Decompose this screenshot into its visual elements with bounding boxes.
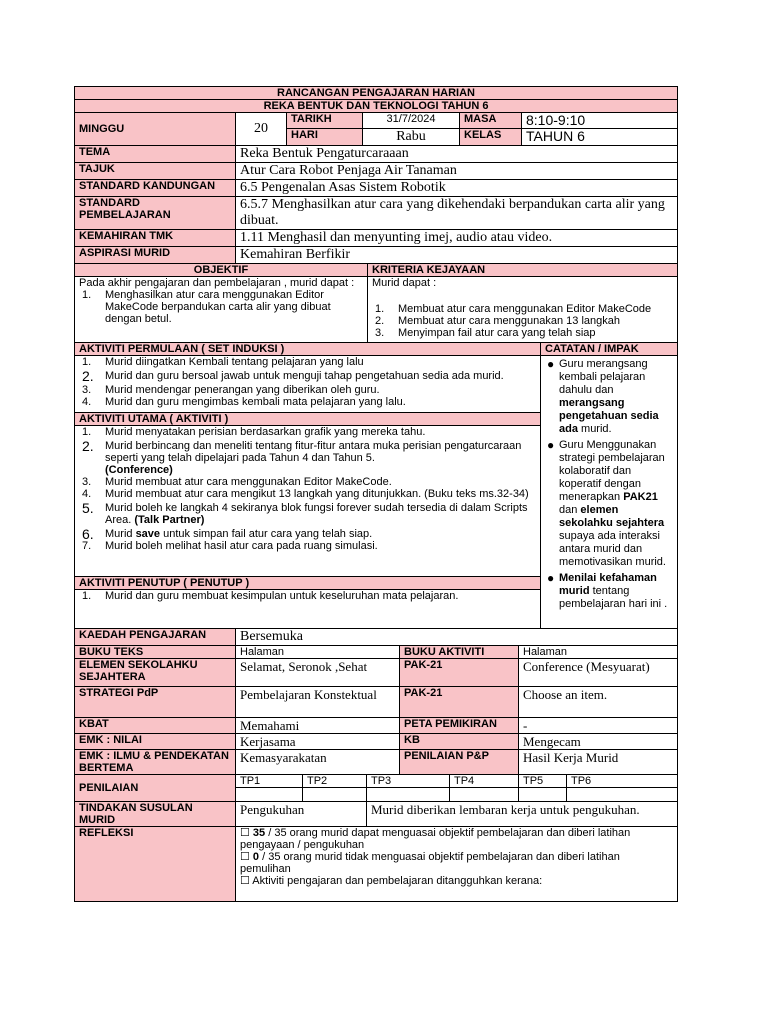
list-item: 1. Murid menyatakan perisian berdasarkan grafik yang mereka tahu. <box>82 426 426 438</box>
emk-ilmu-label: EMK : ILMU & PENDEKATAN BERTEMA <box>75 750 236 775</box>
kriteria-list <box>372 303 673 339</box>
minggu-value: 20 <box>236 113 287 146</box>
penutup-cell <box>75 590 540 628</box>
refleksi-line-2: ☐ 0 / 35 orang murid tidak menguasai objektif pembelajaran dan diberi latihan pemulihan <box>240 851 620 875</box>
tp2-label: TP2 <box>303 775 367 788</box>
catatan-cell <box>541 356 678 629</box>
buku-teks-value: Halaman <box>236 646 400 659</box>
tema-value: Reka Bentuk Pengaturcaraaan <box>236 146 678 163</box>
masa-label: MASA <box>460 113 522 129</box>
peta-value: - <box>519 718 678 734</box>
list-item: 5. Murid boleh ke langkah 4 sekiranya blok fungsi forever sudah tersedia di dalam Scripts Area. (Talk Partner) <box>82 500 528 526</box>
permulaan-list <box>79 356 536 408</box>
penilaian-pp-value: Hasil Kerja Murid <box>519 750 678 775</box>
buku-aktiviti-value: Halaman <box>519 646 678 659</box>
buku-aktiviti-label: BUKU AKTIVITI <box>400 646 519 659</box>
tp4-value[interactable] <box>450 788 519 802</box>
sk-label: STANDARD KANDUNGAN <box>75 180 236 197</box>
emk-nilai-value: Kerjasama <box>236 734 400 750</box>
lesson-plan <box>74 86 677 902</box>
catatan-list <box>545 358 674 611</box>
permulaan-label: AKTIVITI PERMULAAN ( SET INDUKSI ) <box>75 343 541 356</box>
penilaian-label: PENILAIAN <box>75 775 236 802</box>
kriteria-label: KRITERIA KEJAYAAN <box>368 264 678 277</box>
masa-value: 8:10-9:10 <box>522 113 678 129</box>
tp1-label: TP1 <box>236 775 303 788</box>
list-item: 6. Murid save untuk simpan fail atur cara yang telah siap. <box>82 526 373 542</box>
tajuk-label: TAJUK <box>75 163 236 180</box>
bottom-table <box>74 628 678 902</box>
hari-value: Rabu <box>363 129 460 146</box>
list-item: 3. Murid mendengar penerangan yang diberikan oleh guru. <box>82 384 380 396</box>
utama-list <box>79 426 536 552</box>
tp6-value[interactable] <box>567 788 678 802</box>
list-item: ● Menilai kefahaman murid tentang pembelajaran hari ini . <box>547 571 668 610</box>
kb-label: KB <box>400 734 519 750</box>
strategi-value: Pembelajaran Konstektual <box>236 687 400 718</box>
list-item: 3. Murid membuat atur cara menggunakan Editor MakeCode. <box>82 476 392 488</box>
minggu-label: MINGGU <box>75 113 236 146</box>
tp2-value[interactable] <box>303 788 367 802</box>
buku-teks-label: BUKU TEKS <box>75 646 236 659</box>
aspirasi-value: Kemahiran Berfikir <box>236 247 678 264</box>
list-item: ● Guru Menggunakan strategi pembelajaran kolaboratif dan koperatif dengan menerapkan PAK21 dan elemen sekolahku sejahtera supaya ada interaksi antara murid dan memotivasikan murid. <box>547 438 666 568</box>
tmk-value: 1.11 Menghasil dan menyunting imej, audio atau video. <box>236 230 678 247</box>
objektif-cell <box>75 277 368 343</box>
info-table <box>74 145 678 264</box>
refleksi-line-3[interactable]: ☐ Aktiviti pengajaran dan pembelajaran ditangguhkan kerana: <box>240 875 543 887</box>
sp-value: 6.5.7 Menghasilkan atur cara yang dikehendaki berpandukan carta alir yang dibuat. <box>236 197 678 230</box>
list-item: 1. Murid diingatkan Kembali tentang pelajaran yang lalu <box>82 356 364 368</box>
tema-label: TEMA <box>75 146 236 163</box>
kaedah-value: Bersemuka <box>236 629 678 646</box>
tp3-label: TP3 <box>367 775 450 788</box>
catatan-label: CATATAN / IMPAK <box>541 343 678 356</box>
tindakan-label: TINDAKAN SUSULAN MURID <box>75 802 236 827</box>
subject-title: REKA BENTUK DAN TEKNOLOGI TAHUN 6 <box>75 100 678 113</box>
tp1-value[interactable] <box>236 788 303 802</box>
emk-ilmu-value: Kemasyarakatan <box>236 750 400 775</box>
pak21-value-1: Conference (Mesyuarat) <box>519 659 678 687</box>
utama-label: AKTIVITI UTAMA ( AKTIVITI ) <box>75 412 540 426</box>
tp5-value[interactable] <box>519 788 567 802</box>
tp5-label: TP5 <box>519 775 567 788</box>
kriteria-intro: Murid dapat : <box>372 277 437 289</box>
pak21-label-2: PAK-21 <box>400 687 519 718</box>
list-item: 2. Murid berbincang dan meneliti tentang fitur-fitur antara muka perisian pengaturcaraan seperti yang telah dipelajari pada Tahun 4 dan Tahun 5. (Conference) <box>82 438 522 476</box>
list-item: 3. Menyimpan fail atur cara yang telah siap <box>375 327 596 339</box>
pak21-label-1: PAK-21 <box>400 659 519 687</box>
activity-table <box>74 342 678 629</box>
elemen-label: ELEMEN SEKOLAHKU SEJAHTERA <box>75 659 236 687</box>
list-item: 1. Murid dan guru membuat kesimpulan untuk keseluruhan mata pelajaran. <box>82 590 459 602</box>
tindakan-desc: Murid diberikan lembaran kerja untuk pengukuhan. <box>367 802 678 827</box>
refleksi-cell <box>236 827 678 902</box>
list-item: 2. Murid dan guru bersoal jawab untuk menguji tahap pengetahuan sedia ada murid. <box>82 368 504 384</box>
kbat-label: KBAT <box>75 718 236 734</box>
objektif-label: OBJEKTIF <box>75 264 368 277</box>
tarikh-label: TARIKH <box>287 113 363 129</box>
objektif-intro: Pada akhir pengajaran dan pembelajaran , murid dapat : <box>79 277 355 289</box>
list-item: 1. Menghasilkan atur cara menggunakan Editor MakeCode berpandukan carta alir yang dibuat dengan betul. <box>82 289 331 325</box>
tajuk-value: Atur Cara Robot Penjaga Air Tanaman <box>236 163 678 180</box>
tmk-label: KEMAHIRAN TMK <box>75 230 236 247</box>
penutup-label: AKTIVITI PENUTUP ( PENUTUP ) <box>75 576 540 590</box>
objective-table <box>74 263 678 343</box>
refleksi-label: REFLEKSI <box>75 827 236 902</box>
header-table <box>74 86 678 146</box>
sp-label: STANDARD PEMBELAJARAN <box>75 197 236 230</box>
strategi-label: STRATEGI PdP <box>75 687 236 718</box>
tp3-value[interactable] <box>367 788 450 802</box>
penutup-list <box>79 590 536 602</box>
utama-cell <box>75 426 540 576</box>
list-item: 4. Murid membuat atur cara mengikut 13 langkah yang ditunjukkan. (Buku teks ms.32-34) <box>82 488 529 500</box>
tindakan-value: Pengukuhan <box>236 802 367 827</box>
permulaan-cell <box>75 356 540 412</box>
hari-label: HARI <box>287 129 363 146</box>
objektif-list <box>79 289 363 325</box>
peta-label: PETA PEMIKIRAN <box>400 718 519 734</box>
elemen-value: Selamat, Seronok ,Sehat <box>236 659 400 687</box>
kaedah-label: KAEDAH PENGAJARAN <box>75 629 236 646</box>
aspirasi-label: ASPIRASI MURID <box>75 247 236 264</box>
list-item: 1. Membuat atur cara menggunakan Editor MakeCode <box>375 303 652 315</box>
kelas-label: KELAS <box>460 129 522 146</box>
kbat-value: Memahami <box>236 718 400 734</box>
list-item: 2. Membuat atur cara menggunakan 13 langkah <box>375 315 620 327</box>
activities-cell <box>75 356 541 629</box>
emk-nilai-label: EMK : NILAI <box>75 734 236 750</box>
tp4-label: TP4 <box>450 775 519 788</box>
kelas-value: TAHUN 6 <box>522 129 678 146</box>
penilaian-pp-label: PENILAIAN P&P <box>400 750 519 775</box>
tp6-label: TP6 <box>567 775 678 788</box>
pak21-value-2[interactable]: Choose an item. <box>519 687 678 718</box>
plan-title: RANCANGAN PENGAJARAN HARIAN <box>75 87 678 100</box>
tarikh-value: 31/7/2024 <box>363 113 460 129</box>
list-item: 7. Murid boleh melihat hasil atur cara pada ruang simulasi. <box>82 540 378 552</box>
kb-value: Mengecam <box>519 734 678 750</box>
sk-value: 6.5 Pengenalan Asas Sistem Robotik <box>236 180 678 197</box>
list-item: 4. Murid dan guru mengimbas kembali mata pelajaran yang lalu. <box>82 396 406 408</box>
kriteria-cell <box>368 277 678 343</box>
refleksi-line-1: ☐ 35 / 35 orang murid dapat menguasai objektif pembelajaran dan diberi latihan pengayaan / pengukuhan <box>240 827 631 851</box>
list-item: ● Guru merangsang kembali pelajaran dahulu dan merangsang pengetahuan sedia ada murid. <box>547 357 659 435</box>
